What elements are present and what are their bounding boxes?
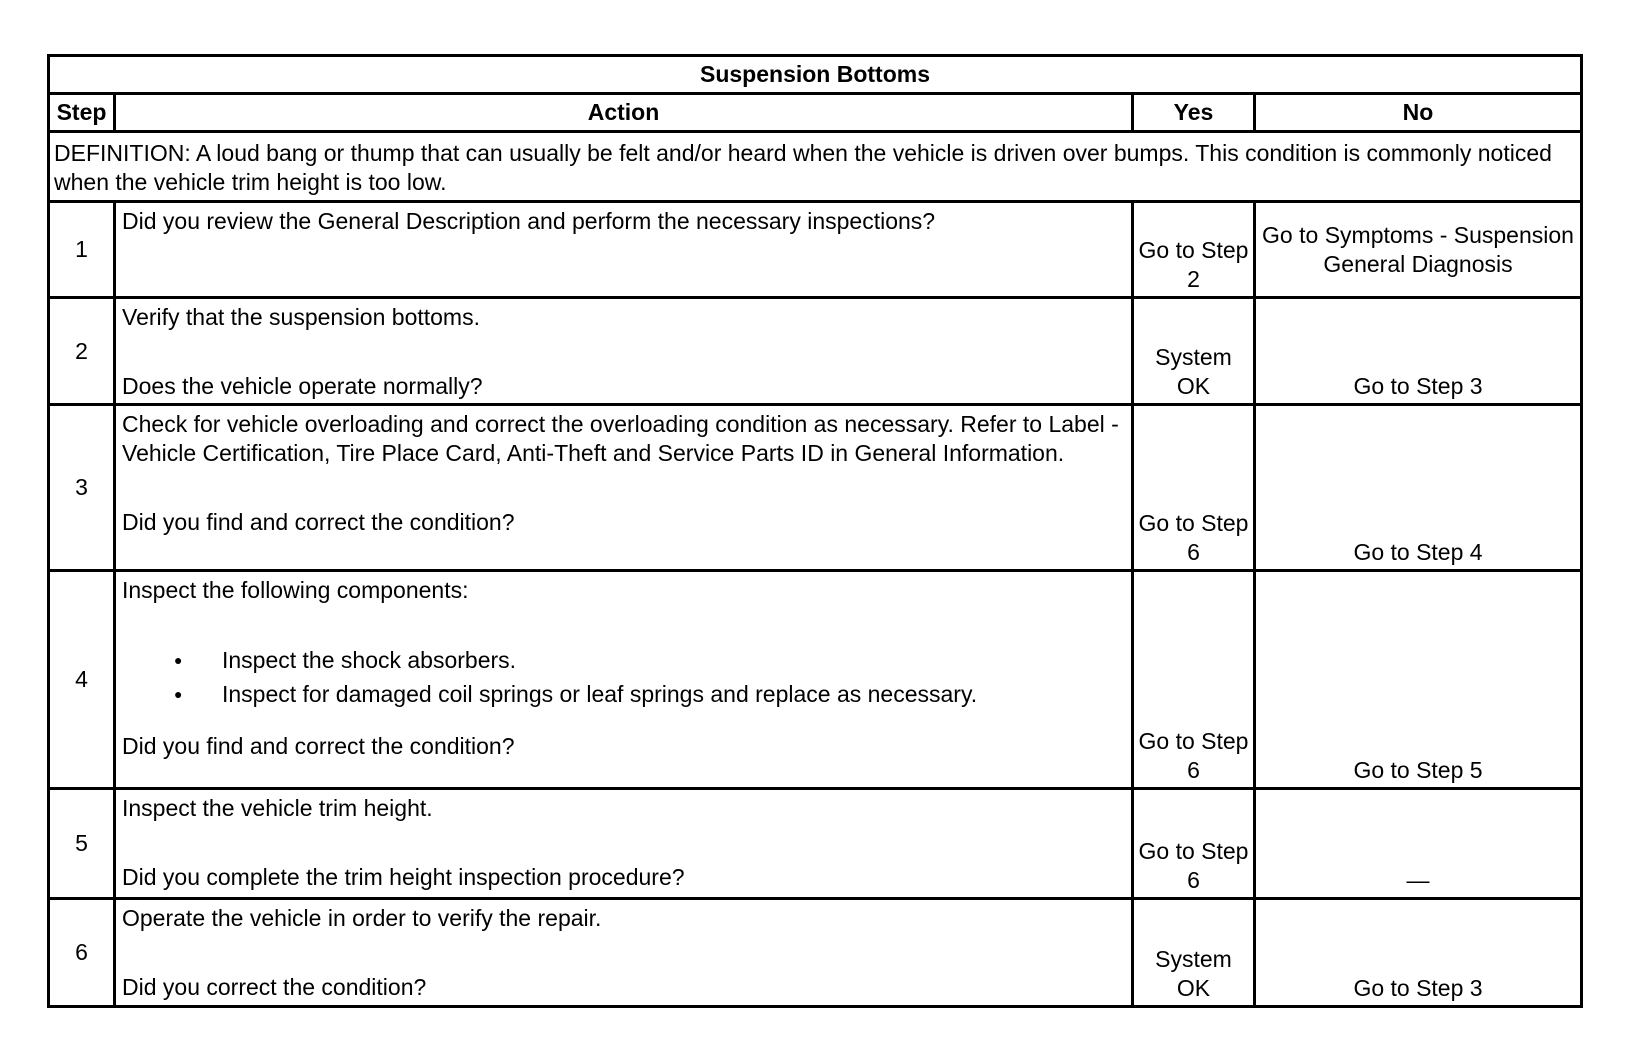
diagnostic-table	[47, 54, 1583, 1008]
step-action	[115, 202, 1133, 298]
definition-text: DEFINITION: A loud bang or thump that can usually be felt and/or heard when the vehicle is driven over bumps. This condition is commonly noticed when the vehicle trim height is too low.	[49, 132, 1582, 202]
table-row	[49, 298, 1582, 405]
table-row	[49, 202, 1582, 298]
step-number: 3	[49, 405, 115, 571]
header-yes: Yes	[1133, 94, 1255, 132]
action-text: Inspect the following components:	[122, 577, 469, 603]
no-result: Go to Step 3	[1255, 899, 1582, 1007]
action-text: Operate the vehicle in order to verify the repair.	[122, 905, 602, 931]
no-result: Go to Step 3	[1255, 298, 1582, 405]
no-result: —	[1255, 789, 1582, 899]
yes-result: Go to Step 6	[1133, 789, 1255, 899]
step-number: 6	[49, 899, 115, 1007]
header-action: Action	[115, 94, 1133, 132]
action-text: Verify that the suspension bottoms.	[122, 304, 480, 330]
list-item: ● Inspect for damaged coil springs or leaf springs and replace as necessary.	[122, 677, 1125, 711]
action-text: Check for vehicle overloading and correct the overloading condition as necessary. Refer to Label - Vehicle Certification, Tire Place Card, Anti-Theft and Service Parts ID in General Information.	[122, 411, 1119, 466]
step-number: 2	[49, 298, 115, 405]
component-list	[122, 643, 1125, 711]
action-question: Did you complete the trim height inspection procedure?	[122, 864, 685, 890]
table-row	[49, 405, 1582, 571]
yes-result: System OK	[1133, 298, 1255, 405]
no-result: Go to Step 5	[1255, 571, 1582, 789]
step-number: 1	[49, 202, 115, 298]
step-action	[115, 571, 1133, 789]
no-result: Go to Symptoms - Suspension General Diagnosis	[1255, 202, 1582, 298]
action-question: Did you correct the condition?	[122, 974, 427, 1000]
step-action	[115, 405, 1133, 571]
action-question: Does the vehicle operate normally?	[122, 373, 483, 399]
table-row	[49, 571, 1582, 789]
action-question: Did you find and correct the condition?	[122, 509, 515, 535]
yes-result: Go to Step 2	[1133, 202, 1255, 298]
action-question: Did you find and correct the condition?	[122, 733, 515, 759]
yes-result: System OK	[1133, 899, 1255, 1007]
step-action	[115, 789, 1133, 899]
step-number: 5	[49, 789, 115, 899]
action-text: Inspect the vehicle trim height.	[122, 795, 433, 821]
yes-result: Go to Step 6	[1133, 405, 1255, 571]
step-action	[115, 298, 1133, 405]
table-row	[49, 789, 1582, 899]
table-row	[49, 899, 1582, 1007]
list-item: ● Inspect the shock absorbers.	[122, 643, 1125, 677]
header-no: No	[1255, 94, 1582, 132]
table-title: Suspension Bottoms	[49, 56, 1582, 94]
header-step: Step	[49, 94, 115, 132]
step-action	[115, 899, 1133, 1007]
no-result: Go to Step 4	[1255, 405, 1582, 571]
step-number: 4	[49, 571, 115, 789]
yes-result: Go to Step 6	[1133, 571, 1255, 789]
action-text: Did you review the General Description and perform the necessary inspections?	[122, 208, 936, 234]
